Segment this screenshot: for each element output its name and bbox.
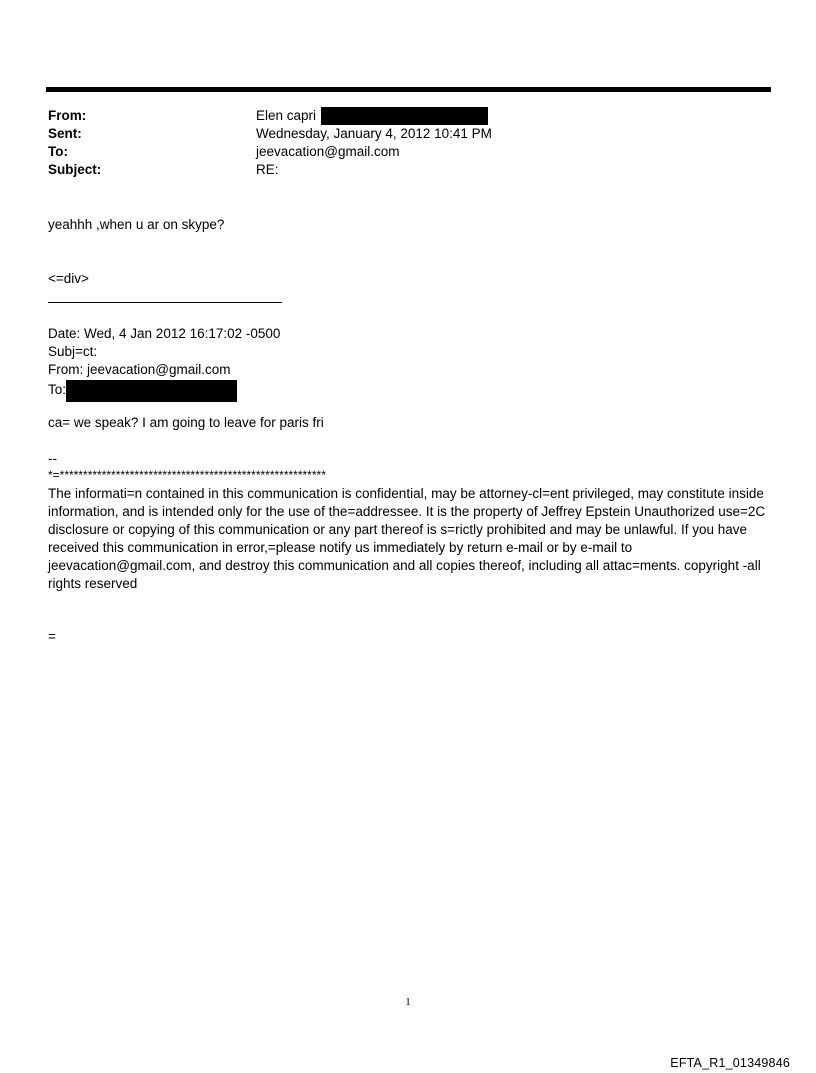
quoted-to-label: To: bbox=[48, 382, 67, 397]
trailing-equals: = bbox=[48, 629, 56, 644]
reply-text: yeahhh ,when u ar on skype? bbox=[48, 217, 225, 232]
email-header bbox=[48, 107, 748, 179]
to-value: jeevacation@gmail.com bbox=[256, 144, 400, 159]
redaction-block bbox=[66, 380, 237, 402]
to-label: To: bbox=[48, 144, 68, 159]
page-number: 1 bbox=[405, 996, 411, 1008]
document-id: EFTA_R1_01349846 bbox=[670, 1056, 790, 1070]
quoted-to bbox=[48, 379, 237, 401]
sent-row bbox=[48, 125, 748, 143]
quoted-subject: Subj=ct: bbox=[48, 344, 98, 359]
sender-name: Elen capri bbox=[256, 108, 317, 123]
signature-stars: *=********************************************************* bbox=[48, 468, 326, 482]
subject-value: RE: bbox=[256, 162, 279, 177]
quote-divider bbox=[48, 302, 282, 303]
quoted-message: ca= we speak? I am going to leave for paris fri bbox=[48, 415, 324, 430]
from-label: From: bbox=[48, 108, 87, 123]
from-row bbox=[48, 107, 748, 125]
div-artifact: <=div> bbox=[48, 271, 89, 286]
from-value bbox=[256, 107, 488, 125]
to-row bbox=[48, 143, 748, 161]
redaction-block bbox=[321, 107, 488, 125]
confidentiality-disclaimer: The informati=n contained in this communication is confidential, may be attorney-cl=ent privileged, may constitute inside information, and is intended only for the use of the=addressee. It is the property of Jeffrey Epstein Unauthorized use=2C disclosure or copying of this communication or any part thereof is s=rictly prohibited and may be unlawful. If you have received this communication in error,=please notify us immediately by return e-mail or by e-mail to jeevacation@gmail.com, and destroy this communication and all copies thereof, including all attac=ments. copyright -all rights reserved bbox=[48, 486, 766, 591]
sent-label: Sent: bbox=[48, 126, 82, 141]
sent-value: Wednesday, January 4, 2012 10:41 PM bbox=[256, 126, 492, 141]
quoted-from: From: jeevacation@gmail.com bbox=[48, 362, 231, 377]
header-divider bbox=[46, 87, 771, 92]
subject-row bbox=[48, 161, 748, 179]
signature-dash: -- bbox=[48, 451, 57, 466]
quoted-date: Date: Wed, 4 Jan 2012 16:17:02 -0500 bbox=[48, 326, 281, 341]
subject-label: Subject: bbox=[48, 162, 102, 177]
